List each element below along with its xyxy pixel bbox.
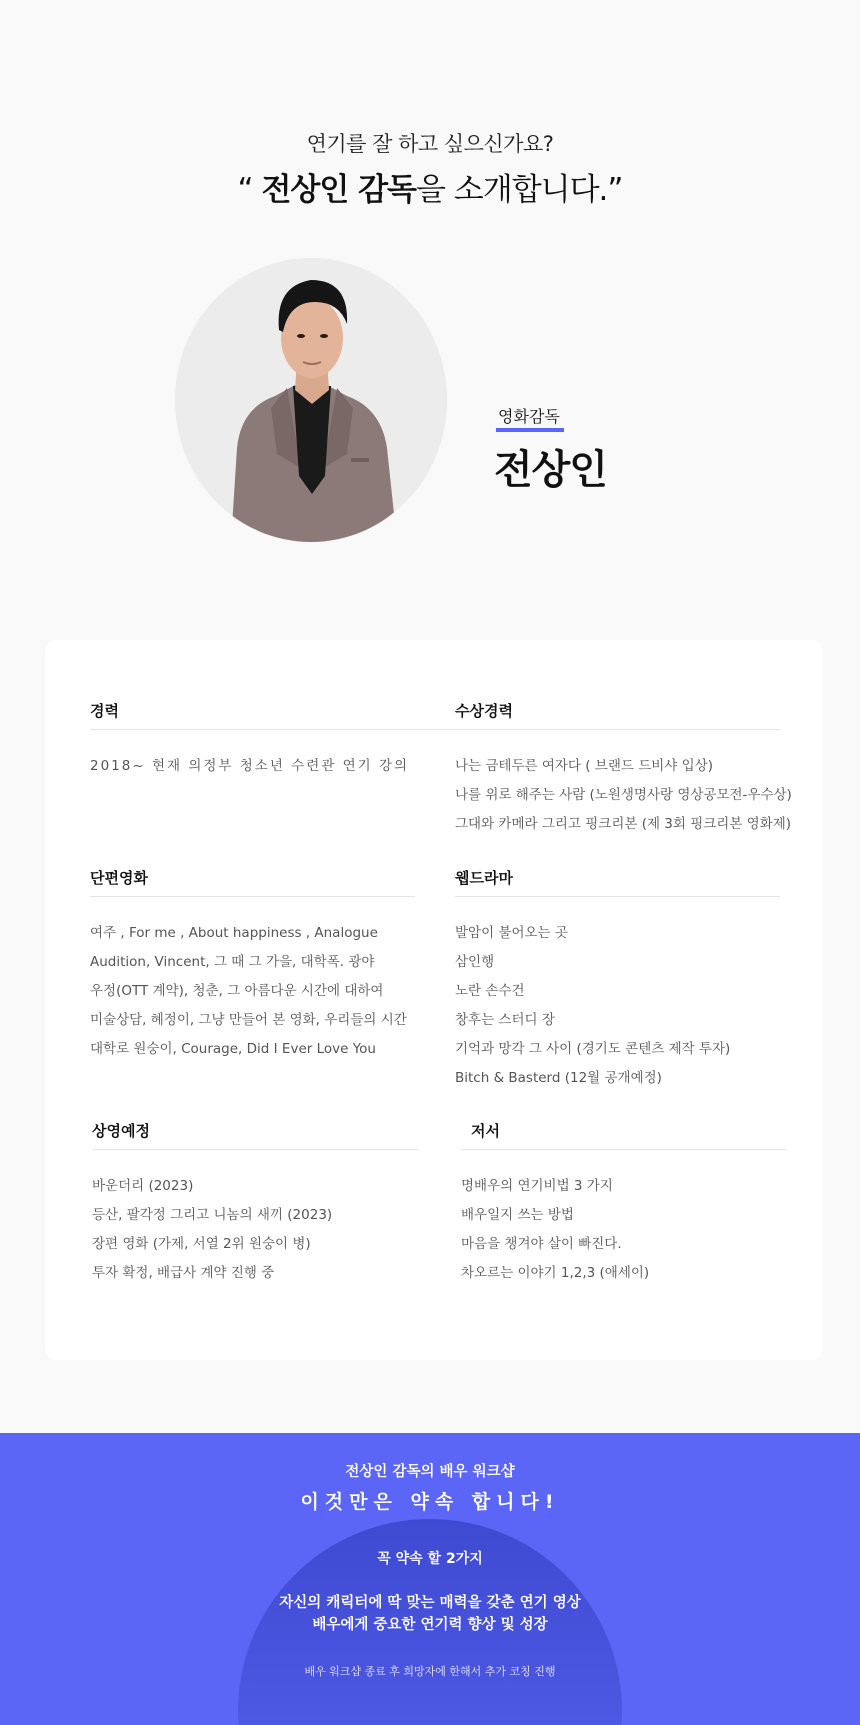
workshop-banner (0, 1433, 860, 1725)
profile-name: 전상인 (494, 447, 607, 493)
list-item: 배우일지 쓰는 방법 (461, 1207, 574, 1223)
section-title: 상영예정 (92, 1120, 418, 1150)
list-item: 우정(OTT 계약), 청춘, 그 아름다운 시간에 대하여 (90, 983, 384, 999)
list-item: 대학로 원숭이, Courage, Did I Ever Love You (90, 1041, 376, 1057)
section-upcoming (92, 1120, 418, 1288)
list-item: 그대와 카메라 그리고 핑크리본 (제 3회 핑크리본 영화제) (455, 816, 792, 832)
section-title: 단편영화 (90, 867, 415, 897)
section-short-films (90, 867, 415, 1064)
list-item: 2018~ 현재 의정부 청소년 수련관 연기 강의 (90, 758, 410, 774)
list-item: 나를 위로 해주는 사람 (노원생명사랑 영상공모전-우수상) (455, 787, 792, 803)
banner-title: 이것만은 약속 합니다! (300, 1491, 560, 1513)
list-item: 바운더리 (2023) (92, 1178, 194, 1194)
list-item: 마음을 챙겨야 살이 빠진다. (461, 1236, 622, 1252)
intro-headline (0, 164, 860, 209)
list-item: 기억과 망각 그 사이 (경기도 콘텐츠 제작 투자) (455, 1041, 731, 1057)
list-item: 투자 확정, 배급사 계약 진행 중 (92, 1265, 275, 1281)
list-item: 창후는 스터디 장 (455, 1012, 555, 1028)
upcoming-list (92, 1172, 418, 1288)
role-underline (496, 428, 564, 432)
section-career (90, 700, 460, 781)
banner-promise: 꼭 약속 할 2가지 (377, 1551, 483, 1567)
profile-role: 영화감독 (498, 407, 560, 426)
web-drama-list (455, 919, 780, 1093)
info-card (45, 640, 823, 1360)
short-films-list (90, 919, 415, 1064)
awards-list (455, 752, 792, 839)
list-item: 발암이 불어오는 곳 (455, 925, 568, 941)
intro-section (0, 128, 860, 209)
books-list (461, 1172, 786, 1288)
list-item: 장편 영화 (가제, 서열 2위 원숭이 병) (92, 1236, 311, 1252)
banner-line-1: 자신의 캐릭터에 딱 맞는 매력을 갖춘 연기 영상 (279, 1595, 581, 1611)
profile-photo (175, 258, 447, 542)
section-title: 경력 (90, 700, 460, 730)
director-name-bold: 전상인 감독 (261, 172, 416, 208)
list-item: 미술상담, 혜정이, 그냥 만들어 본 영화, 우리들의 시간 (90, 1012, 407, 1028)
section-web-drama (455, 867, 780, 1093)
list-item: 등산, 팔각정 그리고 니놈의 새끼 (2023) (92, 1207, 333, 1223)
section-title: 수상경력 (455, 700, 780, 730)
list-item: 명배우의 연기비법 3 가지 (461, 1178, 613, 1194)
section-books (461, 1120, 786, 1288)
banner-line-2: 배우에게 중요한 연기력 향상 및 성장 (312, 1617, 548, 1633)
list-item: Bitch & Basterd (12월 공개예정) (455, 1070, 662, 1086)
list-item: 노란 손수건 (455, 983, 525, 999)
list-item: 삼인행 (455, 954, 495, 970)
quote-open: “ (237, 172, 262, 208)
banner-subtitle: 전상인 감독의 배우 워크샵 (345, 1464, 515, 1480)
section-title: 웹드라마 (455, 867, 780, 897)
list-item: 나는 금테두른 여자다 ( 브랜드 드비샤 입상) (455, 758, 713, 774)
career-list (90, 752, 460, 781)
list-item: Audition, Vincent, 그 때 그 가을, 대학폭. 광야 (90, 954, 375, 970)
list-item: 차오르는 이야기 1,2,3 (애세이) (461, 1265, 650, 1281)
intro-question: 연기를 잘 하고 싶으신가요? (306, 132, 554, 156)
intro-suffix: 을 소개합니다.” (416, 172, 623, 208)
list-item: 여주 , For me , About happiness , Analogue (90, 925, 378, 941)
section-awards (455, 700, 792, 839)
banner-note: 배우 워크샵 종료 후 희망자에 한해서 추가 코칭 진행 (304, 1665, 556, 1678)
section-title: 저서 (461, 1120, 786, 1150)
